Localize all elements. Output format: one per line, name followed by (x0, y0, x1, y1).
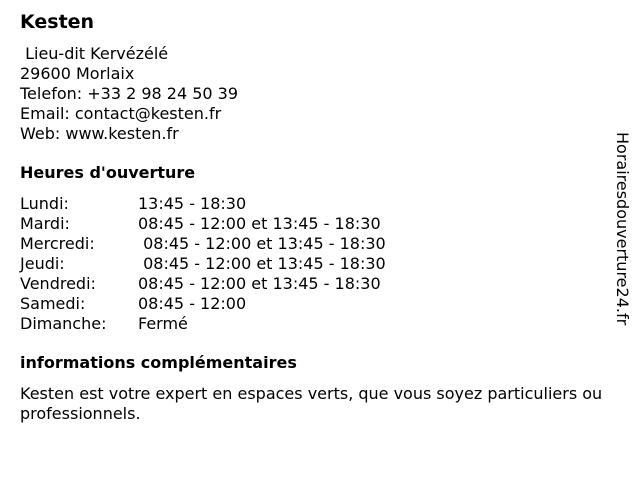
watermark-sidebar (612, 132, 634, 346)
time-value: 08:45 - 12:00 et 13:45 - 18:30 (138, 254, 386, 273)
hours-heading: Heures d'ouverture (20, 163, 196, 182)
address-block (20, 44, 610, 144)
time-value: 08:45 - 12:00 (138, 294, 247, 313)
time-value: 08:45 - 12:00 et 13:45 - 18:30 (138, 274, 381, 293)
hours-table (20, 194, 610, 334)
time-value: 13:45 - 18:30 (138, 194, 247, 213)
phone-line: Telefon: +33 2 98 24 50 39 (20, 84, 239, 103)
info-heading: informations complémentaires (20, 353, 297, 372)
watermark-text: Horairesdouverture24.fr (613, 132, 632, 326)
day-label: Dimanche: (20, 314, 107, 333)
hours-row-samedi (20, 294, 610, 314)
time-value: 08:45 - 12:00 et 13:45 - 18:30 (138, 214, 381, 233)
hours-row-mardi (20, 214, 610, 234)
day-label: Mardi: (20, 214, 70, 233)
hours-row-mercredi (20, 234, 610, 254)
day-label: Samedi: (20, 294, 86, 313)
day-label: Mercredi: (20, 234, 95, 253)
address-street: Lieu-dit Kervézélé (20, 44, 169, 63)
day-label: Vendredi: (20, 274, 96, 293)
day-label: Jeudi: (20, 254, 65, 273)
address-city: 29600 Morlaix (20, 64, 135, 83)
business-name: Kesten (20, 11, 95, 33)
web-line: Web: www.kesten.fr (20, 124, 179, 143)
hours-row-vendredi (20, 274, 610, 294)
email-line: Email: contact@kesten.fr (20, 104, 222, 123)
info-description: Kesten est votre expert en espaces verts, que vous soyez particuliers ou professionnels. (20, 384, 603, 423)
hours-row-jeudi (20, 254, 610, 274)
business-card (20, 10, 610, 424)
hours-row-dimanche (20, 314, 610, 334)
time-value: Fermé (138, 314, 188, 333)
hours-row-lundi (20, 194, 610, 214)
time-value: 08:45 - 12:00 et 13:45 - 18:30 (138, 234, 386, 253)
day-label: Lundi: (20, 194, 69, 213)
